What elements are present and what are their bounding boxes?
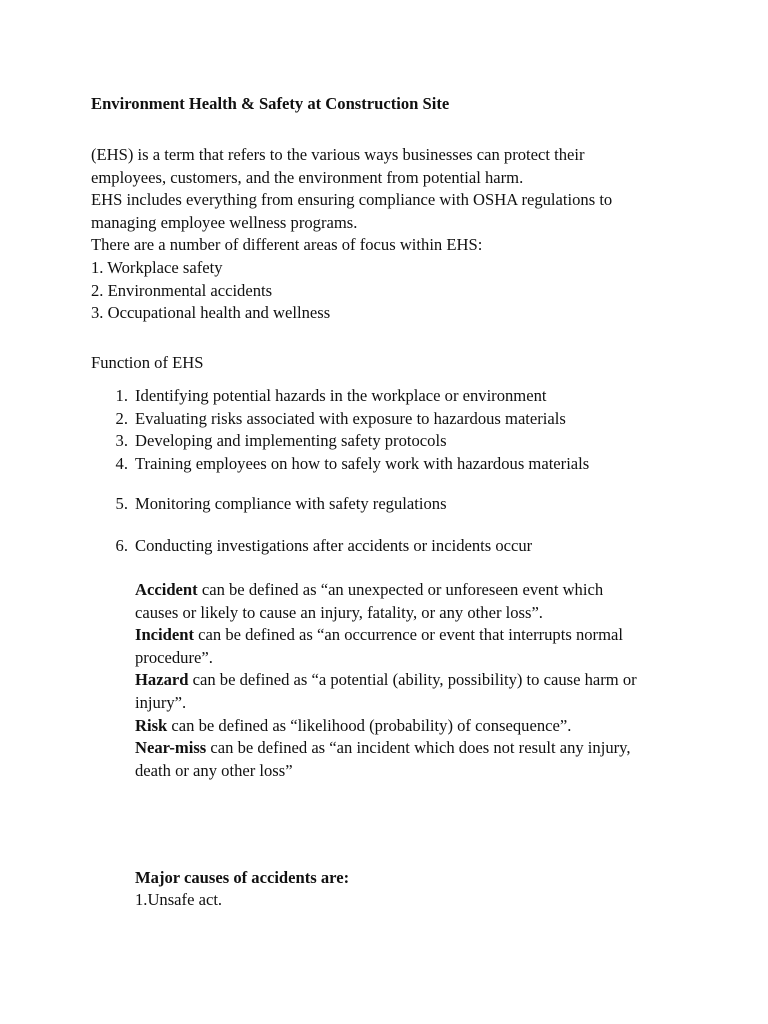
definition-continuation: causes or likely to cause an injury, fatality, or any other loss”. (135, 602, 543, 622)
list-number: 2. (115, 408, 128, 428)
intro-line: (EHS) is a term that refers to the various ways businesses can protect their (91, 145, 585, 164)
list-item (112, 408, 732, 431)
definition-continuation: injury”. (135, 692, 187, 712)
function-list (112, 385, 732, 475)
list-item (112, 385, 732, 408)
definition-near-miss (135, 737, 695, 760)
definition-term: Accident (135, 580, 198, 599)
intro-line: EHS includes everything from ensuring compliance with OSHA regulations to (91, 190, 613, 210)
definition-text: can be defined as “likelihood (probability) of consequence”. (167, 715, 572, 735)
definition-term: Hazard (135, 670, 189, 690)
definition-term: Incident (135, 625, 195, 645)
list-item (112, 493, 732, 516)
intro-line: employees, customers, and the environment from potential harm. (91, 167, 524, 187)
function-heading: Function of EHS (91, 353, 204, 372)
list-text: Monitoring compliance with safety regulations (135, 494, 447, 513)
focus-area-item: 1. Workplace safety (91, 257, 223, 277)
definition-hazard (135, 669, 695, 692)
definition-continuation: death or any other loss” (135, 760, 293, 780)
list-item (112, 430, 732, 453)
definition-term: Risk (135, 715, 168, 735)
list-text: Identifying potential hazards in the workplace or environment (135, 386, 547, 405)
list-number: 5. (115, 494, 128, 513)
list-number: 3. (115, 431, 128, 451)
list-text: Evaluating risks associated with exposure to hazardous materials (135, 408, 566, 428)
definition-text: can be defined as “an incident which does not result any injury, (206, 738, 631, 758)
document-title: Environment Health & Safety at Construction Site (91, 94, 450, 113)
list-number: 4. (115, 453, 128, 473)
intro-line: managing employee wellness programs. (91, 212, 358, 232)
list-item (112, 535, 732, 558)
list-text: Developing and implementing safety protocols (135, 431, 447, 451)
list-number: 6. (115, 536, 128, 555)
function-list-continued (112, 535, 732, 558)
list-text: Conducting investigations after accidents or incidents occur (135, 536, 533, 555)
definition-accident (135, 579, 695, 602)
causes-list-item: 1.Unsafe act. (135, 890, 223, 909)
definition-text: can be defined as “an unexpected or unforeseen event which (197, 580, 604, 599)
definition-term: Near-miss (135, 738, 207, 758)
focus-area-item: 2. Environmental accidents (91, 280, 273, 300)
definitions-block (135, 579, 695, 782)
intro-line: There are a number of different areas of focus within EHS: (91, 235, 483, 255)
causes-heading: Major causes of accidents are: (135, 868, 350, 887)
definition-text: can be defined as “an occurrence or event that interrupts normal (194, 625, 623, 645)
definition-text: can be defined as “a potential (ability, possibility) to cause harm or (188, 670, 637, 690)
list-item (112, 453, 732, 476)
list-number: 1. (115, 386, 128, 405)
intro-paragraph (91, 144, 612, 325)
definition-risk (135, 715, 695, 738)
definition-continuation: procedure”. (135, 647, 213, 667)
list-text: Training employees on how to safely work with hazardous materials (135, 453, 590, 473)
function-list-continued (112, 493, 732, 516)
focus-area-item: 3. Occupational health and wellness (91, 303, 331, 323)
definition-incident (135, 624, 695, 647)
